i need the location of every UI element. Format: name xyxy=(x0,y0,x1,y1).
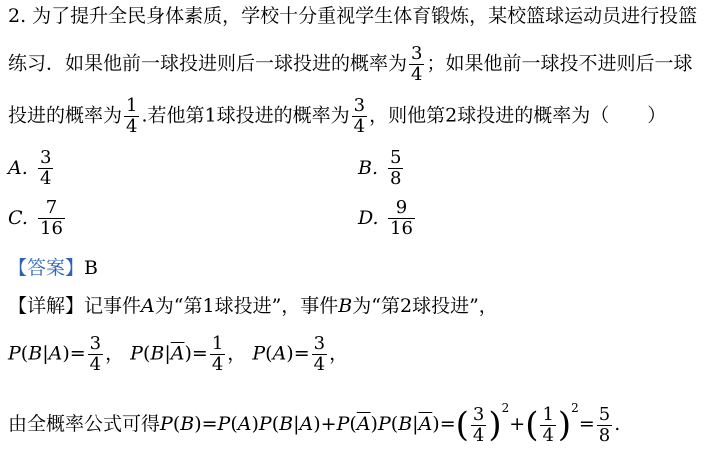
fraction-three-quarters-2: $\frac{3}{4}$ xyxy=(353,95,366,137)
solution-tag: 【详解】 xyxy=(8,295,85,317)
answer-line xyxy=(8,256,98,280)
fraction-one-quarter: $\frac{1}{4}$ xyxy=(126,95,138,137)
option-c[interactable]: C. $\frac{7}{16}$ xyxy=(8,197,63,239)
solution-line-3: 由全概率公式可得$P(B)=P(A)P(B|A)+P(\overline{A})P(B|\overline{A})=$( $\frac{3}{4}$ )$^2$+( $\frac{1}{4}$ )$^2$= $\frac{5}{8}$ . xyxy=(8,401,621,446)
fraction-three-quarters: $\frac{3}{4}$ xyxy=(411,43,423,85)
question-line-2: 练习．如果他前一球投进则后一球投进的概率为 $\frac{3}{4}$ ；如果他前一球投不进则后一球 xyxy=(8,43,693,85)
question-line-3: 投进的概率为 $\frac{1}{4}$ .若他第1球投进的概率为 $\frac{3}{4}$ ，则他第2球投进的概率为（ ） xyxy=(8,95,667,137)
solution-line-2: P(B|A)= $\frac{3}{4}$ ， $P(B|\overline{A})=$ $\frac{1}{4}$ ， P(A)= $\frac{3}{4}$ ， xyxy=(8,333,349,375)
option-d[interactable]: D. $\frac{9}{16}$ xyxy=(358,197,413,239)
option-b[interactable]: B. $\frac{5}{8}$ xyxy=(358,147,402,189)
option-a[interactable]: A. $\frac{3}{4}$ xyxy=(8,147,52,189)
answer-value: B xyxy=(84,257,98,279)
answer-tag: 【答案】 xyxy=(8,257,85,279)
question-line-1: 2. 为了提升全民身体素质，学校十分重视学生体育锻炼，某校篮球运动员进行投篮 xyxy=(8,5,698,27)
solution-line-1: 【详解】记事件A为“第1球投进”，事件B为“第2球投进”， xyxy=(8,295,498,317)
